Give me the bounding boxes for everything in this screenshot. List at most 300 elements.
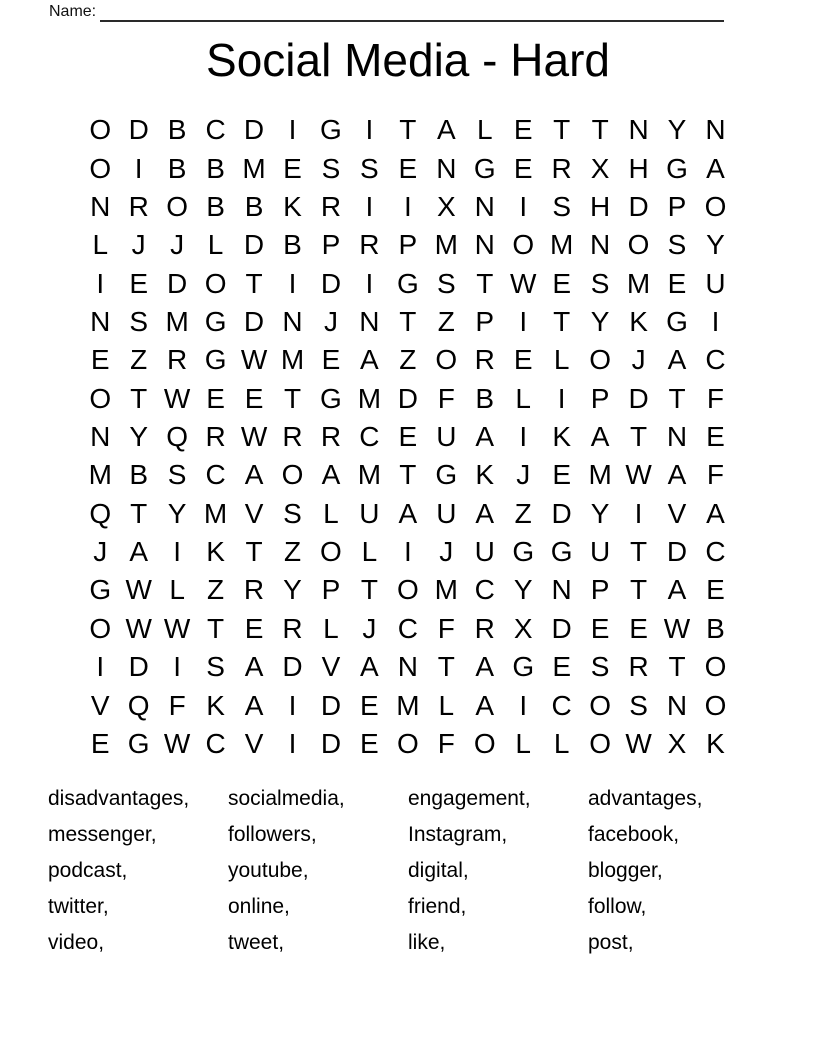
grid-cell: E bbox=[129, 267, 149, 299]
grid-cell: D bbox=[243, 229, 265, 261]
grid-cell: A bbox=[667, 459, 687, 491]
grid-cell: A bbox=[475, 421, 495, 453]
grid-cell: O bbox=[320, 536, 342, 568]
grid-cell: X bbox=[436, 190, 456, 222]
grid-cell: C bbox=[551, 689, 572, 721]
grid-cell: E bbox=[321, 344, 341, 376]
grid-cell: M bbox=[434, 574, 458, 606]
word-search-grid bbox=[81, 111, 735, 763]
grid-cell: O bbox=[512, 229, 535, 261]
grid-cell: P bbox=[398, 229, 418, 261]
grid-cell: D bbox=[320, 267, 342, 299]
grid-cell: O bbox=[281, 459, 304, 491]
grid-cell: I bbox=[288, 114, 297, 146]
grid-cell: W bbox=[625, 727, 652, 759]
grid-cell: M bbox=[242, 152, 266, 184]
grid-cell: S bbox=[590, 651, 610, 683]
grid-cell: T bbox=[553, 114, 571, 146]
grid-cell: J bbox=[131, 229, 146, 261]
grid-cell: T bbox=[245, 536, 263, 568]
grid-cell: D bbox=[551, 497, 572, 529]
grid-cell: I bbox=[519, 305, 528, 337]
page-title: Social Media - Hard bbox=[206, 34, 610, 86]
grid-cell: L bbox=[323, 497, 339, 529]
grid-cell: Z bbox=[130, 344, 148, 376]
grid-cell: W bbox=[509, 267, 537, 299]
grid-cell: K bbox=[283, 190, 302, 222]
word-list-column bbox=[588, 781, 768, 961]
grid-cell: O bbox=[204, 267, 227, 299]
grid-cell: E bbox=[398, 421, 418, 453]
grid-cell: K bbox=[629, 305, 648, 337]
grid-cell: O bbox=[589, 344, 611, 376]
grid-cell: P bbox=[667, 190, 687, 222]
grid-cell: B bbox=[167, 114, 187, 146]
grid-cell: L bbox=[515, 727, 531, 759]
grid-cell: B bbox=[129, 459, 149, 491]
grid-cell: B bbox=[167, 152, 187, 184]
word-list-item: facebook, bbox=[588, 823, 680, 846]
grid-cell: D bbox=[167, 267, 188, 299]
grid-cell: F bbox=[437, 382, 455, 414]
grid-cell: R bbox=[128, 190, 149, 222]
grid-cell: O bbox=[627, 229, 650, 261]
grid-cell: G bbox=[512, 536, 535, 568]
grid-cell: Z bbox=[283, 536, 302, 568]
grid-cell: E bbox=[706, 574, 725, 606]
grid-cell: S bbox=[167, 459, 187, 491]
grid-cell: J bbox=[323, 305, 338, 337]
grid-cell: O bbox=[589, 727, 611, 759]
grid-cell: U bbox=[590, 536, 611, 568]
grid-cell: K bbox=[552, 421, 571, 453]
grid-cell: E bbox=[706, 421, 725, 453]
grid-cell: E bbox=[206, 382, 225, 414]
grid-cell: Z bbox=[399, 344, 417, 376]
grid-cell: Z bbox=[207, 574, 225, 606]
grid-cell: I bbox=[557, 382, 566, 414]
grid-cell: I bbox=[288, 267, 297, 299]
grid-cell: U bbox=[436, 497, 457, 529]
word-list-item: post, bbox=[588, 931, 634, 954]
grid-cell: D bbox=[628, 190, 649, 222]
grid-cell: M bbox=[280, 344, 305, 376]
grid-cell: Q bbox=[127, 689, 150, 721]
grid-cell: E bbox=[667, 267, 687, 299]
grid-cell: M bbox=[396, 689, 420, 721]
grid-cell: M bbox=[203, 497, 228, 529]
grid-cell: A bbox=[398, 497, 418, 529]
word-list-item: like, bbox=[408, 931, 446, 954]
grid-cell: G bbox=[396, 267, 419, 299]
grid-cell: N bbox=[282, 305, 303, 337]
grid-cell: O bbox=[435, 344, 458, 376]
grid-cell: T bbox=[553, 305, 571, 337]
grid-cell: E bbox=[360, 689, 379, 721]
grid-cell: L bbox=[553, 727, 570, 759]
grid-cell: M bbox=[588, 459, 612, 491]
grid-cell: I bbox=[519, 689, 528, 721]
grid-cell: V bbox=[90, 689, 110, 721]
grid-cell: E bbox=[513, 344, 533, 376]
word-list-item: twitter, bbox=[48, 895, 109, 918]
word-list-item: messenger, bbox=[48, 823, 157, 846]
grid-cell: L bbox=[207, 229, 224, 261]
grid-cell: N bbox=[666, 421, 688, 453]
grid-cell: M bbox=[550, 229, 574, 261]
grid-cell: E bbox=[360, 727, 379, 759]
grid-cell: D bbox=[666, 536, 688, 568]
grid-cell: I bbox=[365, 267, 374, 299]
grid-cell: R bbox=[243, 574, 265, 606]
grid-cell: D bbox=[243, 114, 265, 146]
grid-cell: A bbox=[667, 574, 687, 606]
grid-cell: A bbox=[667, 344, 687, 376]
grid-cell: R bbox=[205, 421, 226, 453]
grid-cell: T bbox=[591, 114, 609, 146]
grid-cell: S bbox=[283, 497, 302, 529]
word-list-column bbox=[228, 781, 408, 961]
grid-cell: L bbox=[476, 114, 493, 146]
grid-cell: A bbox=[475, 497, 495, 529]
grid-cell: G bbox=[320, 114, 342, 146]
grid-cell: M bbox=[357, 382, 382, 414]
grid-cell: I bbox=[365, 114, 374, 146]
grid-cell: S bbox=[629, 689, 648, 721]
grid-cell: T bbox=[360, 574, 378, 606]
grid-cell: E bbox=[513, 152, 533, 184]
grid-cell: J bbox=[439, 536, 454, 568]
grid-cell: G bbox=[320, 382, 342, 414]
word-list-item: video, bbox=[48, 931, 105, 954]
grid-cell: E bbox=[90, 344, 110, 376]
grid-cell: R bbox=[474, 612, 495, 644]
grid-cell: I bbox=[519, 190, 528, 222]
grid-cell: N bbox=[359, 305, 380, 337]
grid-cell: N bbox=[90, 190, 111, 222]
word-list-column bbox=[408, 781, 588, 961]
grid-cell: U bbox=[474, 536, 495, 568]
grid-cell: T bbox=[399, 305, 417, 337]
grid-cell: F bbox=[168, 689, 186, 721]
grid-cell: I bbox=[173, 651, 182, 683]
word-list-item: tweet, bbox=[228, 931, 285, 954]
grid-cell: H bbox=[628, 152, 649, 184]
grid-cell: Y bbox=[167, 497, 187, 529]
grid-cell: P bbox=[590, 574, 610, 606]
grid-cell: N bbox=[705, 114, 726, 146]
grid-cell: C bbox=[205, 114, 226, 146]
grid-cell: S bbox=[552, 190, 571, 222]
grid-cell: B bbox=[244, 190, 264, 222]
grid-cell: J bbox=[516, 459, 531, 491]
grid-cell: E bbox=[629, 612, 648, 644]
grid-cell: R bbox=[628, 651, 649, 683]
grid-cell: D bbox=[397, 382, 418, 414]
grid-cell: Y bbox=[667, 114, 687, 146]
grid-cell: T bbox=[399, 114, 417, 146]
grid-cell: C bbox=[205, 727, 226, 759]
grid-cell: M bbox=[357, 459, 382, 491]
grid-cell: B bbox=[475, 382, 495, 414]
grid-cell: V bbox=[667, 497, 687, 529]
grid-cell: N bbox=[90, 305, 111, 337]
grid-cell: N bbox=[474, 229, 495, 261]
grid-cell: O bbox=[89, 612, 112, 644]
grid-cell: W bbox=[240, 421, 268, 453]
grid-cell: B bbox=[206, 190, 225, 222]
grid-cell: I bbox=[96, 651, 105, 683]
grid-cell: D bbox=[243, 305, 265, 337]
grid-cell: C bbox=[397, 612, 418, 644]
word-list-item: Instagram, bbox=[408, 823, 508, 846]
grid-cell: A bbox=[436, 114, 456, 146]
grid-cell: M bbox=[88, 459, 112, 491]
grid-cell: B bbox=[706, 612, 725, 644]
grid-cell: I bbox=[365, 190, 374, 222]
grid-cell: Q bbox=[166, 421, 189, 453]
grid-cell: O bbox=[396, 727, 419, 759]
grid-cell: S bbox=[667, 229, 687, 261]
grid-cell: G bbox=[666, 305, 688, 337]
grid-cell: N bbox=[551, 574, 572, 606]
grid-cell: E bbox=[590, 612, 610, 644]
grid-cell: W bbox=[163, 727, 191, 759]
grid-cell: S bbox=[360, 152, 379, 184]
name-label: Name: bbox=[49, 3, 97, 20]
grid-cell: Z bbox=[514, 497, 532, 529]
grid-cell: M bbox=[165, 305, 189, 337]
grid-cell: C bbox=[205, 459, 226, 491]
grid-cell: R bbox=[320, 190, 342, 222]
grid-cell: L bbox=[323, 612, 339, 644]
grid-cell: C bbox=[705, 344, 726, 376]
grid-cell: M bbox=[434, 229, 458, 261]
grid-cell: I bbox=[288, 689, 297, 721]
grid-cell: T bbox=[207, 612, 225, 644]
grid-cell: O bbox=[89, 382, 112, 414]
grid-cell: S bbox=[436, 267, 456, 299]
grid-cell: O bbox=[589, 689, 611, 721]
grid-cell: M bbox=[626, 267, 651, 299]
name-row bbox=[49, 1, 724, 22]
grid-cell: G bbox=[89, 574, 112, 606]
grid-cell: L bbox=[553, 344, 570, 376]
grid-cell: K bbox=[475, 459, 495, 491]
grid-cell: J bbox=[170, 229, 185, 261]
grid-cell: S bbox=[129, 305, 149, 337]
grid-cell: L bbox=[438, 689, 455, 721]
grid-cell: T bbox=[245, 267, 263, 299]
grid-cell: J bbox=[631, 344, 646, 376]
grid-cell: F bbox=[706, 459, 725, 491]
grid-cell: U bbox=[359, 497, 380, 529]
grid-cell: G bbox=[512, 651, 535, 683]
grid-cell: E bbox=[244, 382, 264, 414]
word-list-item: digital, bbox=[408, 859, 469, 882]
grid-cell: I bbox=[134, 152, 143, 184]
grid-cell: Y bbox=[129, 421, 149, 453]
grid-cell: D bbox=[128, 651, 149, 683]
grid-cell: T bbox=[668, 651, 686, 683]
grid-cell: I bbox=[403, 190, 412, 222]
grid-cell: D bbox=[320, 689, 342, 721]
word-list-item: disadvantages, bbox=[48, 787, 190, 810]
grid-cell: T bbox=[399, 459, 417, 491]
grid-cell: W bbox=[163, 382, 191, 414]
grid-cell: K bbox=[206, 689, 225, 721]
grid-cell: T bbox=[437, 651, 455, 683]
grid-cell: A bbox=[244, 459, 264, 491]
grid-cell: G bbox=[435, 459, 458, 491]
grid-cell: T bbox=[630, 421, 648, 453]
word-list-item: engagement, bbox=[408, 787, 531, 810]
word-list-item: followers, bbox=[228, 823, 317, 846]
grid-cell: E bbox=[90, 727, 110, 759]
grid-cell: L bbox=[361, 536, 378, 568]
grid-cell: V bbox=[321, 651, 341, 683]
grid-cell: E bbox=[244, 612, 264, 644]
grid-cell: I bbox=[711, 305, 720, 337]
grid-cell: D bbox=[551, 612, 572, 644]
grid-cell: E bbox=[513, 114, 533, 146]
grid-cell: J bbox=[362, 612, 377, 644]
grid-cell: R bbox=[359, 229, 380, 261]
grid-cell: A bbox=[475, 651, 495, 683]
grid-cell: N bbox=[90, 421, 111, 453]
grid-cell: R bbox=[474, 344, 495, 376]
grid-cell: W bbox=[125, 612, 152, 644]
grid-cell: I bbox=[173, 536, 182, 568]
grid-cell: F bbox=[437, 612, 455, 644]
grid-cell: O bbox=[704, 651, 727, 683]
grid-cell: F bbox=[437, 727, 455, 759]
grid-cell: R bbox=[551, 152, 572, 184]
grid-cell: I bbox=[96, 267, 105, 299]
grid-cell: O bbox=[89, 114, 112, 146]
grid-cell: G bbox=[666, 152, 688, 184]
word-list-item: socialmedia, bbox=[228, 787, 345, 810]
grid-cell: T bbox=[630, 536, 648, 568]
grid-cell: E bbox=[552, 267, 571, 299]
grid-cell: R bbox=[282, 612, 303, 644]
word-list-column bbox=[48, 781, 228, 961]
grid-cell: T bbox=[476, 267, 494, 299]
grid-cell: R bbox=[282, 421, 303, 453]
grid-cell: A bbox=[706, 497, 725, 529]
grid-cell: O bbox=[704, 190, 727, 222]
grid-cell: O bbox=[89, 152, 112, 184]
grid-cell: T bbox=[130, 382, 148, 414]
grid-cell: I bbox=[288, 727, 297, 759]
word-list-item: advantages, bbox=[588, 787, 703, 810]
grid-cell: I bbox=[519, 421, 528, 453]
grid-cell: P bbox=[321, 229, 341, 261]
grid-cell: S bbox=[590, 267, 610, 299]
grid-cell: Y bbox=[513, 574, 533, 606]
grid-cell: W bbox=[240, 344, 268, 376]
grid-cell: V bbox=[244, 727, 264, 759]
grid-cell: N bbox=[474, 190, 495, 222]
grid-cell: E bbox=[552, 459, 571, 491]
grid-cell: L bbox=[169, 574, 185, 606]
grid-cell: P bbox=[590, 382, 610, 414]
grid-cell: G bbox=[204, 305, 227, 337]
grid-cell: S bbox=[321, 152, 341, 184]
word-list-item: youtube, bbox=[228, 859, 309, 882]
grid-cell: O bbox=[166, 190, 189, 222]
grid-cell: W bbox=[125, 574, 152, 606]
grid-cell: W bbox=[625, 459, 652, 491]
grid-cell: T bbox=[668, 382, 686, 414]
grid-cell: A bbox=[244, 651, 264, 683]
grid-cell: V bbox=[244, 497, 264, 529]
grid-cell: E bbox=[283, 152, 302, 184]
grid-cell: O bbox=[704, 689, 727, 721]
grid-cell: Y bbox=[283, 574, 302, 606]
grid-cell: A bbox=[706, 152, 725, 184]
grid-cell: D bbox=[128, 114, 149, 146]
grid-cell: A bbox=[360, 344, 379, 376]
grid-cell: D bbox=[628, 382, 649, 414]
grid-cell: C bbox=[474, 574, 495, 606]
word-list-item: podcast, bbox=[48, 859, 128, 882]
grid-cell: H bbox=[590, 190, 611, 222]
grid-cell: D bbox=[320, 727, 342, 759]
grid-cell: X bbox=[513, 612, 533, 644]
grid-cell: I bbox=[634, 497, 643, 529]
grid-cell: E bbox=[398, 152, 418, 184]
grid-cell: L bbox=[92, 229, 109, 261]
grid-cell: T bbox=[283, 382, 302, 414]
grid-cell: E bbox=[552, 651, 571, 683]
grid-cell: R bbox=[320, 421, 342, 453]
word-list-item: friend, bbox=[408, 895, 467, 918]
grid-cell: K bbox=[206, 536, 225, 568]
grid-cell: Z bbox=[437, 305, 455, 337]
grid-cell: K bbox=[706, 727, 725, 759]
grid-cell: U bbox=[436, 421, 457, 453]
grid-cell: A bbox=[475, 689, 495, 721]
grid-cell: C bbox=[705, 536, 726, 568]
grid-cell: A bbox=[129, 536, 149, 568]
grid-cell: Y bbox=[590, 305, 610, 337]
word-list-item: blogger, bbox=[588, 859, 663, 882]
grid-cell: Q bbox=[89, 497, 112, 529]
grid-cell: F bbox=[706, 382, 725, 414]
grid-cell: O bbox=[396, 574, 419, 606]
grid-cell: B bbox=[206, 152, 225, 184]
grid-cell: N bbox=[436, 152, 457, 184]
grid-cell: C bbox=[359, 421, 380, 453]
grid-cell: W bbox=[663, 612, 691, 644]
grid-cell: N bbox=[590, 229, 611, 261]
grid-cell: U bbox=[705, 267, 726, 299]
grid-cell: G bbox=[550, 536, 573, 568]
grid-cell: G bbox=[473, 152, 496, 184]
grid-cell: Y bbox=[706, 229, 725, 261]
grid-cell: L bbox=[515, 382, 531, 414]
word-list bbox=[48, 781, 768, 961]
grid-cell: N bbox=[397, 651, 418, 683]
grid-cell: D bbox=[282, 651, 303, 683]
grid-cell: N bbox=[666, 689, 688, 721]
grid-cell: T bbox=[130, 497, 148, 529]
grid-cell: T bbox=[630, 574, 648, 606]
grid-cell: B bbox=[283, 229, 302, 261]
grid-cell: P bbox=[321, 574, 341, 606]
grid-cell: J bbox=[93, 536, 108, 568]
